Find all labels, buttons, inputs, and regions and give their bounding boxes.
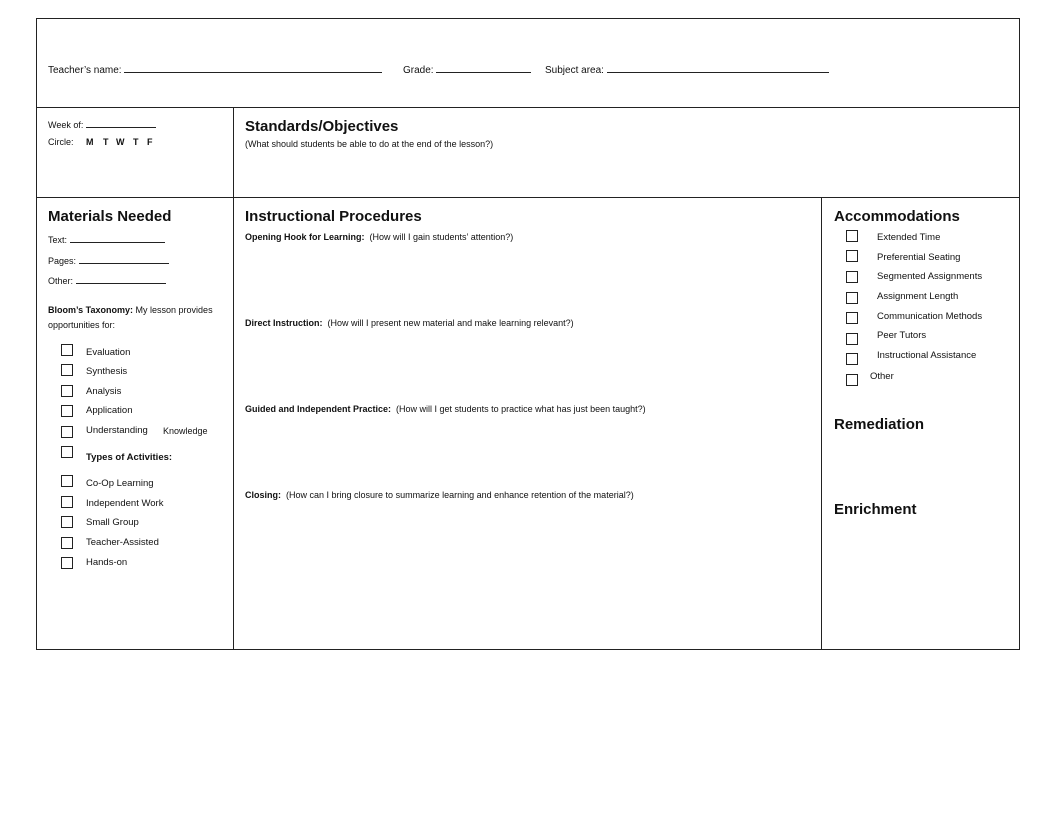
pages-field[interactable]: [48, 253, 169, 266]
text-field[interactable]: [48, 232, 165, 245]
table-right-border: [1019, 18, 1020, 650]
pages-blank[interactable]: [79, 253, 169, 264]
application-label: Application: [86, 405, 133, 416]
analysis-checkbox[interactable]: [61, 385, 73, 397]
blooms-taxonomy-label: Bloom’s Taxonomy:: [48, 305, 134, 315]
guided-practice-prompt: (How will I get students to practice what has just been taught?): [396, 404, 646, 414]
remediation-title: Remediation: [834, 416, 925, 433]
assignment-length-checkbox[interactable]: [846, 292, 858, 304]
table-left-border: [36, 18, 37, 650]
types-of-activities-checkbox[interactable]: [61, 446, 73, 458]
day-wednesday[interactable]: W: [116, 137, 125, 147]
hands-on-checkbox[interactable]: [61, 557, 73, 569]
blooms-taxonomy-text-1: My lesson provides: [135, 305, 213, 315]
extended-time-checkbox[interactable]: [846, 230, 858, 242]
week-of-field[interactable]: [48, 117, 156, 130]
other-label: Other:: [48, 276, 74, 286]
table-top-border: [36, 18, 1020, 19]
column-divider-2: [821, 197, 822, 650]
preferential-seating-checkbox[interactable]: [846, 250, 858, 262]
day-monday[interactable]: M: [86, 137, 94, 147]
closing-prompt: (How can I bring closure to summarize learning and enhance retention of the material?): [286, 490, 634, 500]
co-op-learning-label: Co-Op Learning: [86, 478, 154, 489]
teacher-name-field[interactable]: [48, 62, 382, 76]
teacher-assisted-label: Teacher-Assisted: [86, 537, 159, 548]
grade-blank[interactable]: [436, 62, 531, 73]
subject-area-label: Subject area:: [545, 65, 604, 76]
subject-area-blank[interactable]: [607, 62, 829, 73]
accommodations-title: Accommodations: [834, 208, 960, 225]
other-accommodation-label: Other: [870, 371, 894, 382]
independent-work-label: Independent Work: [86, 498, 164, 509]
direct-instruction-label: Direct Instruction:: [245, 318, 323, 328]
types-of-activities-label: Types of Activities:: [86, 452, 173, 463]
direct-instruction-prompt: (How will I present new material and make learning relevant?): [327, 318, 574, 328]
peer-tutors-label: Peer Tutors: [877, 330, 927, 341]
enrichment-title: Enrichment: [834, 501, 917, 518]
synthesis-checkbox[interactable]: [61, 364, 73, 376]
text-blank[interactable]: [70, 232, 165, 243]
assignment-length-label: Assignment Length: [877, 291, 959, 302]
communication-methods-checkbox[interactable]: [846, 312, 858, 324]
day-tuesday[interactable]: T: [103, 137, 109, 147]
synthesis-label: Synthesis: [86, 366, 128, 377]
analysis-label: Analysis: [86, 386, 122, 397]
co-op-learning-checkbox[interactable]: [61, 475, 73, 487]
opening-hook-section: [245, 232, 513, 242]
guided-practice-section: [245, 404, 646, 414]
standards-prompt: (What should students be able to do at the end of the lesson?): [245, 139, 494, 149]
standards-title: Standards/Objectives: [245, 118, 399, 135]
teacher-name-label: Teacher’s name:: [48, 65, 122, 76]
segmented-assignments-label: Segmented Assignments: [877, 271, 983, 282]
closing-label: Closing:: [245, 490, 281, 500]
other-field[interactable]: [48, 273, 166, 286]
text-label: Text:: [48, 235, 68, 245]
table-bottom-border: [36, 649, 1020, 650]
other-accommodation-checkbox[interactable]: [846, 374, 858, 386]
row-divider-1: [36, 107, 1020, 108]
evaluation-label: Evaluation: [86, 347, 131, 358]
opening-hook-prompt: (How will I gain students’ attention?): [369, 232, 514, 242]
pages-label: Pages:: [48, 256, 77, 266]
other-blank[interactable]: [76, 273, 166, 284]
instructional-assistance-checkbox[interactable]: [846, 353, 858, 365]
understanding-label: Understanding: [86, 425, 148, 436]
week-of-label: Week of:: [48, 120, 84, 130]
day-thursday[interactable]: T: [133, 137, 139, 147]
teacher-assisted-checkbox[interactable]: [61, 537, 73, 549]
grade-field[interactable]: [403, 62, 531, 76]
knowledge-label: Knowledge: [163, 426, 208, 436]
instructional-procedures-title: Instructional Procedures: [245, 208, 422, 225]
grade-label: Grade:: [403, 65, 434, 76]
segmented-assignments-checkbox[interactable]: [846, 271, 858, 283]
day-friday[interactable]: F: [147, 137, 153, 147]
teacher-name-blank[interactable]: [124, 62, 382, 73]
understanding-checkbox[interactable]: [61, 426, 73, 438]
independent-work-checkbox[interactable]: [61, 496, 73, 508]
guided-practice-label: Guided and Independent Practice:: [245, 404, 392, 414]
circle-row: [48, 137, 74, 147]
opening-hook-label: Opening Hook for Learning:: [245, 232, 365, 242]
closing-section: [245, 490, 634, 500]
extended-time-label: Extended Time: [877, 232, 941, 243]
blooms-taxonomy-text-2: opportunities for:: [48, 320, 116, 330]
column-divider-1: [233, 107, 234, 650]
row-divider-2: [36, 197, 1020, 198]
peer-tutors-checkbox[interactable]: [846, 333, 858, 345]
subject-area-field[interactable]: [545, 62, 829, 76]
week-of-blank[interactable]: [86, 117, 156, 128]
small-group-checkbox[interactable]: [61, 516, 73, 528]
communication-methods-label: Communication Methods: [877, 311, 983, 322]
direct-instruction-section: [245, 318, 574, 328]
hands-on-label: Hands-on: [86, 557, 128, 568]
circle-label: Circle:: [48, 137, 74, 147]
blooms-taxonomy-line-1: [48, 305, 213, 315]
preferential-seating-label: Preferential Seating: [877, 252, 961, 263]
application-checkbox[interactable]: [61, 405, 73, 417]
materials-title: Materials Needed: [48, 208, 172, 225]
small-group-label: Small Group: [86, 517, 139, 528]
instructional-assistance-label: Instructional Assistance: [877, 350, 977, 361]
evaluation-checkbox[interactable]: [61, 344, 73, 356]
